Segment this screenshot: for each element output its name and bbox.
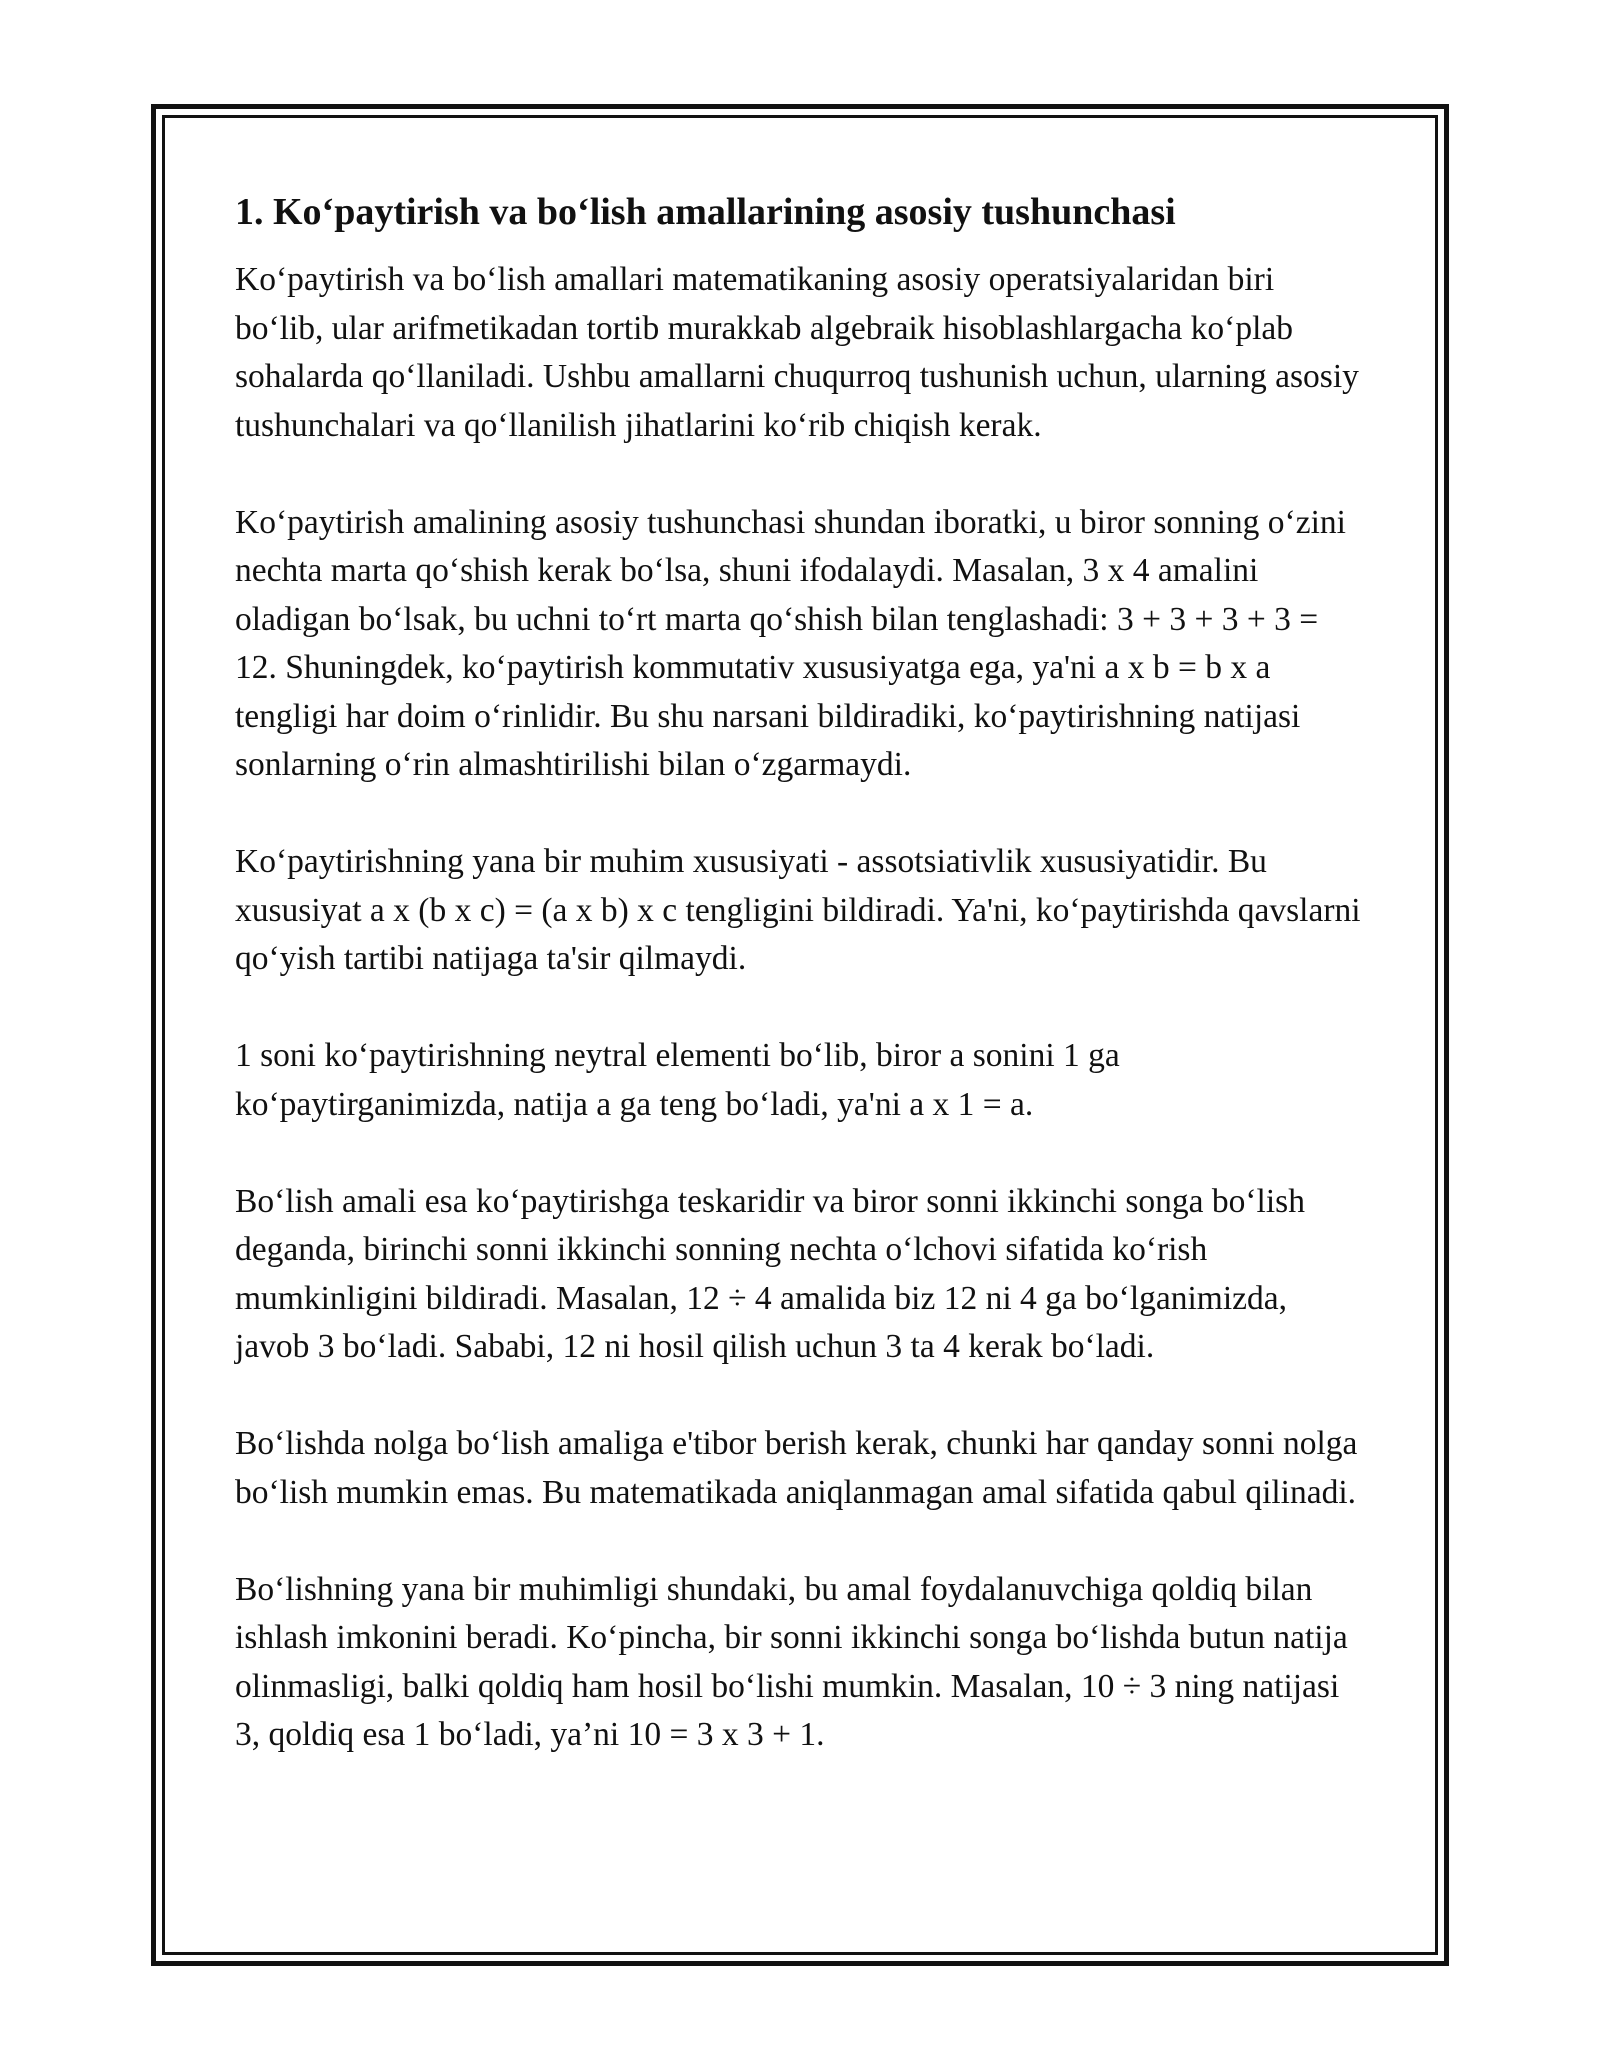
paragraph-4: 1 soni koʻpaytirishning neytral elementi boʻlib, biror a sonini 1 ga koʻpaytirganimizda, natija a ga teng boʻladi, ya'ni a x 1 = a. bbox=[235, 1037, 1120, 1123]
paragraph-7: Boʻlishning yana bir muhimligi shundaki, bu amal foydalanuvchiga qoldiq bilan ishlash imkonini beradi. Koʻpincha, bir sonni ikkinchi songa boʻlishda butun natija olinmasligi, balki qoldiq ham hosil boʻlishi mumkin. Masalan, 10 ÷ 3 ning natijasi 3, qoldiq esa 1 boʻladi, ya’ni 10 = 3 x 3 + 1. bbox=[235, 1570, 1348, 1753]
paragraph-6: Boʻlishda nolga boʻlish amaliga e'tibor berish kerak, chunki har qanday sonni nolga boʻlish mumkin emas. Bu matematikada aniqlanmagan amal sifatida qabul qilinadi. bbox=[235, 1425, 1358, 1511]
paragraph-5: Boʻlish amali esa koʻpaytirishga teskaridir va biror sonni ikkinchi songa boʻlish deganda, birinchi sonni ikkinchi sonning nechta oʻlchovi sifatida koʻrish mumkinligini bildiradi. Masalan, 12 ÷ 4 amalida biz 12 ni 4 ga boʻlganimizda, javob 3 boʻladi. Sababi, 12 ni hosil qilish uchun 3 ta 4 kerak boʻladi. bbox=[235, 1182, 1305, 1365]
paragraph-3: Koʻpaytirishning yana bir muhim xususiyati - assotsiativlik xususiyatidir. Bu xususiyat a x (b x c) = (a x b) x c tengligini bildiradi. Ya'ni, koʻpaytirishda qavslarni qoʻyish tartibi natijaga ta'sir qilmaydi. bbox=[235, 843, 1361, 977]
paragraph-1: Koʻpaytirish va boʻlish amallari matematikaning asosiy operatsiyalaridan biri boʻlib, ular arifmetikadan tortib murakkab algebraik hisoblashlargacha koʻplab sohalarda qoʻllaniladi. Ushbu amallarni chuqurroq tushunish uchun, ularning asosiy tushunchalari va qoʻllanilish jihatlarini koʻrib chiqish kerak. bbox=[235, 261, 1359, 444]
paragraph-2: Koʻpaytirish amalining asosiy tushunchasi shundan iboratki, u biror sonning oʻzini nechta marta qoʻshish kerak boʻlsa, shuni ifodalaydi. Masalan, 3 x 4 amalini oladigan boʻlsak, bu uchni toʻrt marta qoʻshish bilan tenglashadi: 3 + 3 + 3 + 3 = 12. Shuningdek, koʻpaytirish kommutativ xususiyatga ega, ya'ni a x b = b x a tengligi har doim oʻrinlidir. Bu shu narsani bildiradiki, koʻpaytirishning natijasi sonlarning oʻrin almashtirilishi bilan oʻzgarmaydi. bbox=[235, 503, 1346, 783]
document-body bbox=[235, 186, 1365, 1808]
document-title: 1. Koʻpaytirish va boʻlish amallarining asosiy tushunchasi bbox=[235, 191, 1176, 233]
